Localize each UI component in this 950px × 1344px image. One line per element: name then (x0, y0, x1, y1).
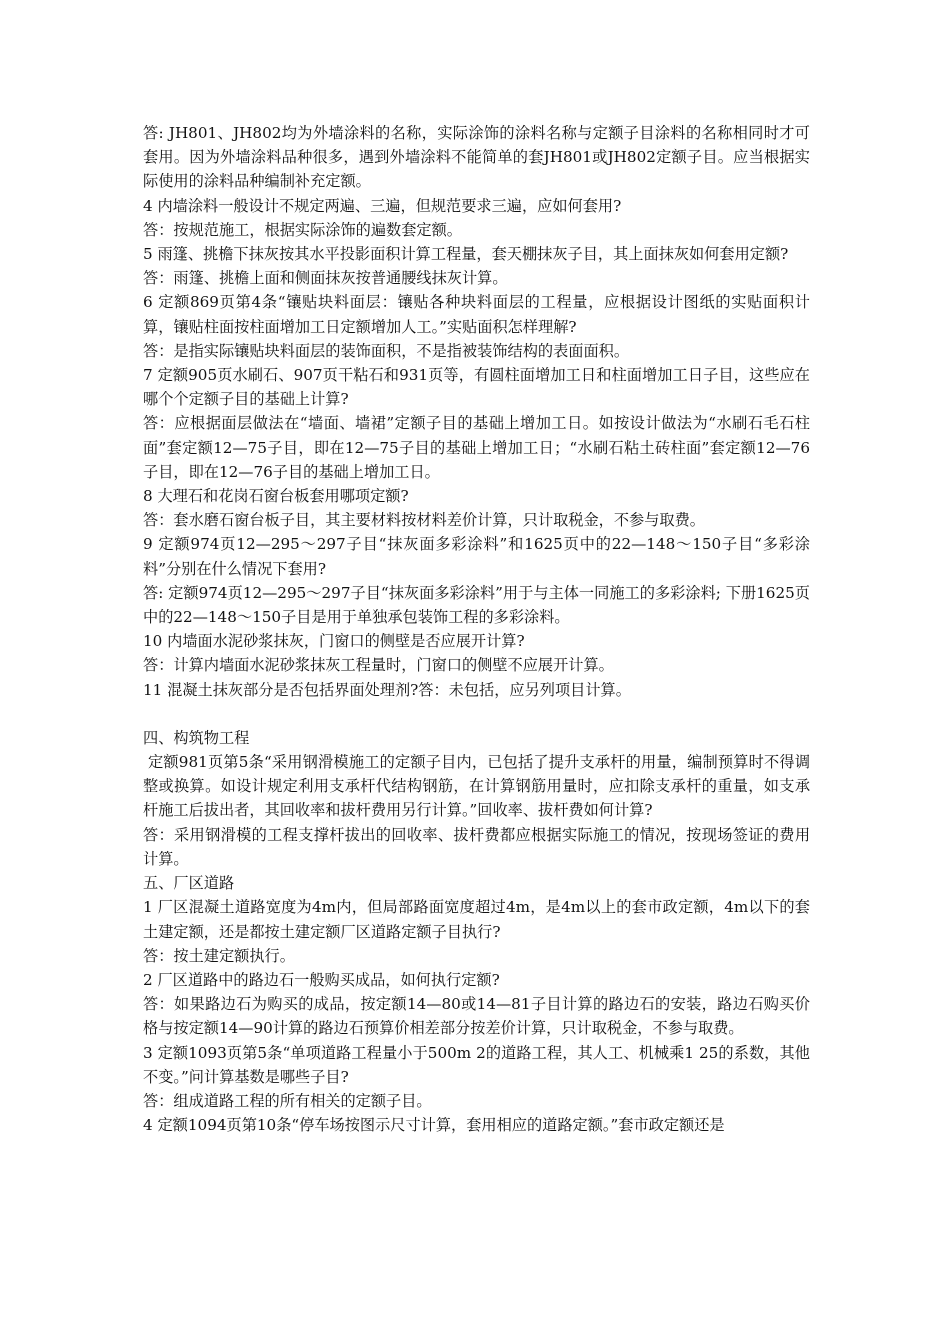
section-5-heading: 五、厂区道路 (143, 874, 235, 893)
section-5-answer-3: 答：组成道路工程的所有相关的定额子目。 (143, 1091, 432, 1110)
question-4: 4 内墙涂料一般设计不规定两遍、三遍，但规范要求三遍，应如何套用? (143, 196, 622, 215)
section-4-question: 定额981页第5条“采用钢滑模施工的定额子目内，已包括了提升支承杆的用量，编制预算时不得调整或换算。如设计规定利用支承杆代结构钢筋，在计算钢筋用量时，应扣除支承杆的重量，如支承杆施工后拔出者，其回收率和拔杆费用另行计算。”回收率、拔杆费如何计算? (143, 753, 811, 820)
question-10: 10 内墙面水泥砂浆抹灰，门窗口的侧壁是否应展开计算? (143, 632, 525, 651)
question-11: 11 混凝土抹灰部分是否包括界面处理剂?答：未包括，应另列项目计算。 (143, 680, 631, 699)
question-5: 5 雨篷、挑檐下抹灰按其水平投影面积计算工程量，套天棚抹灰子目，其上面抹灰如何套用定额? (143, 245, 789, 264)
question-6: 6 定额869页第4条“镶贴块料面层：镶贴各种块料面层的工程量，应根据设计图纸的实贴面积计算，镶贴柱面按柱面增加工日定额增加人工。”实贴面积怎样理解? (143, 293, 810, 336)
question-9: 9 定额974页12—295～297子目“抹灰面多彩涂料”和1625页中的22—148～150子目“多彩涂料”分别在什么情况下套用? (143, 535, 810, 578)
section-5-answer-1: 答：按土建定额执行。 (143, 946, 295, 965)
answer-4: 答：按规范施工，根据实际涂饰的遍数套定额。 (143, 220, 462, 239)
section-4-heading: 四、构筑物工程 (143, 728, 250, 747)
question-8: 8 大理石和花岗石窗台板套用哪项定额? (143, 487, 409, 506)
section-5-question-2: 2 厂区道路中的路边石一般购买成品，如何执行定额? (143, 970, 500, 989)
answer-5: 答：雨篷、挑檐上面和侧面抹灰按普通腰线抹灰计算。 (143, 269, 508, 288)
answer-exterior-paint: 答: JH801、JH802均为外墙涂料的名称，实际涂饰的涂料名称与定额子目涂料的名称相同时才可套用。因为外墙涂料品种很多，遇到外墙涂料不能简单的套JH801或JH802定额子目。应当根据实际使用的涂料品种编制补充定额。 (143, 124, 810, 191)
answer-9: 答: 定额974页12—295～297子目“抹灰面多彩涂料”用于与主体一同施工的多彩涂料; 下册1625页中的22—148～150子目是用于单独承包装饰工程的多彩涂料。 (143, 583, 810, 627)
paragraph-gap (143, 702, 810, 726)
section-5-answer-2: 答：如果路边石为购买的成品，按定额14—80或14—81子目计算的路边石的安装，路边石购买价格与按定额14—90计算的路边石预算价相差部分按差价计算，只计取税金，不参与取费。 (143, 995, 810, 1038)
answer-10: 答：计算内墙面水泥砂浆抹灰工程量时，门窗口的侧壁不应展开计算。 (143, 656, 614, 675)
answer-6: 答：是指实际镶贴块料面层的装饰面积，不是指被装饰结构的表面面积。 (143, 341, 629, 360)
section-5-question-1: 1 厂区混凝土道路宽度为4m内，但局部路面宽度超过4m，是4m以上的套市政定额，4m以下的套土建定额，还是都按土建定额厂区道路定额子目执行? (143, 898, 810, 941)
answer-7: 答：应根据面层做法在“墙面、墙裙”定额子目的基础上增加工日。如按设计做法为“水刷石毛石柱面”套定额12—75子目，即在12—75子目的基础上增加工日；“水刷石粘土砖柱面”套定额12—76子目，即在12—76子目的基础上增加工日。 (143, 414, 810, 481)
section-5-question-3: 3 定额1093页第5条“单项道路工程量小于500m 2的道路工程，其人工、机械乘1 25的系数，其他不变。”问计算基数是哪些子目? (143, 1043, 810, 1086)
section-4-answer: 答：采用钢滑模的工程支撑杆拔出的回收率、拔杆费都应根据实际施工的情况，按现场签证的费用计算。 (143, 825, 810, 868)
question-7: 7 定额905页水刷石、907页干粘石和931页等，有圆柱面增加工日和柱面增加工日子目，这些应在哪个个定额子目的基础上计算? (143, 366, 810, 409)
section-5-question-4: 4 定额1094页第10条“停车场按图示尺寸计算，套用相应的道路定额。”套市政定额还是 (143, 1116, 725, 1135)
answer-8: 答：套水磨石窗台板子目，其主要材料按材料差价计算，只计取税金，不参与取费。 (143, 511, 705, 530)
